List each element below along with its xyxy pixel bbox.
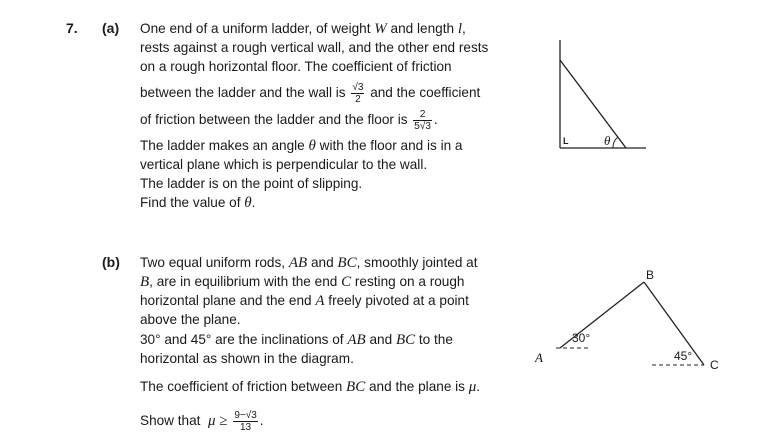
ladder-line (560, 60, 626, 148)
angle-45-label: 45° (674, 349, 693, 363)
part-a-line-9: Find the value of θ. (140, 195, 256, 211)
part-b-line-1: Two equal uniform rods, AB and BC, smoothly jointed at (140, 255, 478, 271)
right-angle-label: L (563, 136, 569, 146)
part-a-line-2: rests against a rough vertical wall, and the other end rests (140, 40, 489, 55)
floor-friction-fraction: $\frac{2}{5√3}$ (414, 109, 431, 132)
theta-label: θ (604, 133, 611, 148)
part-a-line-6: The ladder makes an angle θ with the floor and is in a (140, 138, 463, 154)
angle-30-label: 30° (572, 331, 591, 345)
part-b-line-7: The coefficient of friction between BC and the plane is μ. (140, 379, 481, 395)
part-b-line-8: Show that μ ≥ $\frac{9-√3}{13}$ . (140, 410, 264, 433)
part-b-line-4: above the plane. (140, 312, 241, 327)
question-number: 7. (66, 20, 78, 36)
part-b-line-5: 30° and 45° are the inclinations of AB and BC to the (140, 332, 453, 348)
part-a-line-1: One end of a uniform ladder, of weight W and length l, (140, 21, 466, 37)
point-c-label: C (710, 358, 719, 372)
part-b-line-6: horizontal as shown in the diagram. (140, 351, 354, 366)
part-a-line-7: vertical plane which is perpendicular to the wall. (140, 157, 428, 172)
ladder-angle-arc (613, 137, 618, 148)
part-a-line-5: of friction between the ladder and the floor is $\frac{2}{5√3}$ . (140, 109, 438, 132)
part-a-label: (a) (102, 20, 120, 36)
part-a-line-8: The ladder is on the point of slipping. (140, 176, 363, 191)
wall-friction-fraction: $\frac{√3}{2}$ (352, 82, 364, 105)
part-a-line-3: on a rough horizontal floor. The coefficient of friction (140, 59, 452, 74)
part-b-line-3: horizontal plane and the end A freely pivoted at a point (140, 293, 469, 309)
part-b-line-2: B, are in equilibrium with the end C resting on a rough (140, 274, 465, 290)
point-a-label: A (535, 350, 543, 365)
mu-result-fraction: $\frac{9-√3}{13}$ (234, 410, 257, 433)
part-a-line-4: between the ladder and the wall is $\frac{√3}{2}$ and the coefficient (140, 82, 481, 105)
point-b-label: B (646, 268, 655, 282)
part-b-label: (b) (102, 254, 120, 270)
